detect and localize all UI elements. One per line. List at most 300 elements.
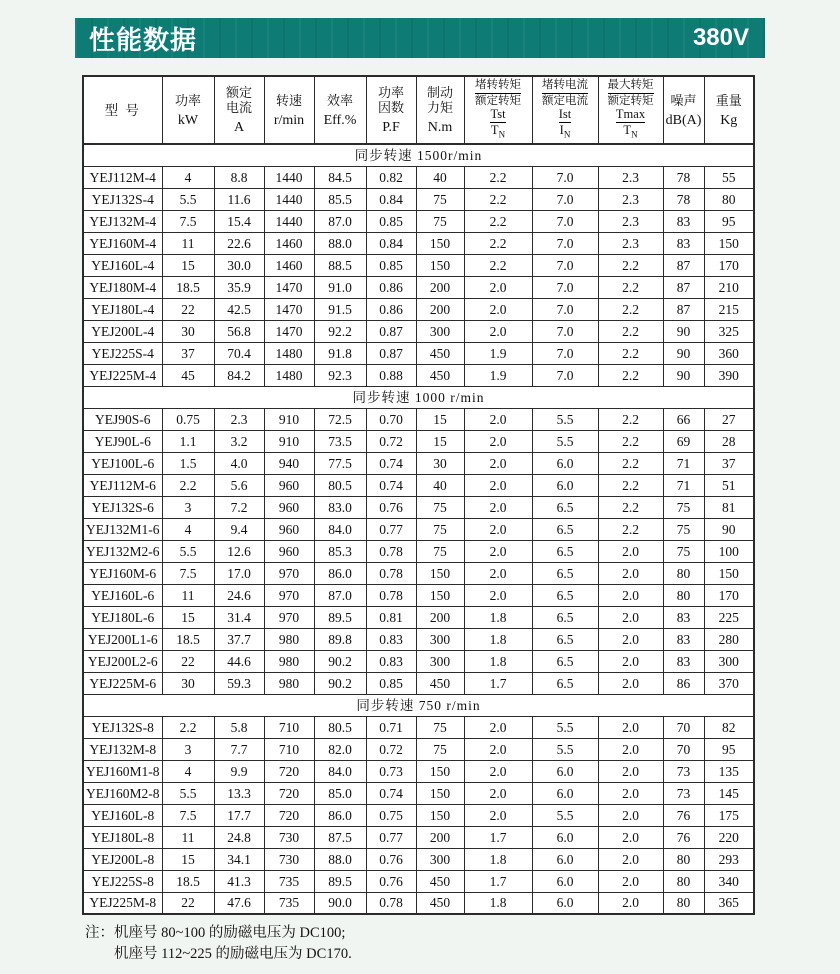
value-cell: 710	[264, 716, 314, 738]
value-cell: 7.0	[532, 276, 598, 298]
section-row	[83, 694, 754, 716]
section-label: 同步转速 750 r/min	[83, 694, 754, 716]
value-cell: 73.5	[314, 430, 366, 452]
value-cell: 78	[663, 166, 704, 188]
table-row	[83, 188, 754, 210]
value-cell: 80.5	[314, 716, 366, 738]
value-cell: 5.5	[532, 408, 598, 430]
value-cell: 75	[416, 210, 464, 232]
value-cell: 75	[416, 738, 464, 760]
table-row	[83, 870, 754, 892]
value-cell: 2.0	[464, 298, 532, 320]
footnotes	[85, 923, 352, 965]
value-cell: 1470	[264, 276, 314, 298]
section-row	[83, 386, 754, 408]
value-cell: 2.3	[598, 210, 663, 232]
table-row	[83, 342, 754, 364]
model-cell: YEJ132M-4	[83, 210, 162, 232]
value-cell: 2.2	[464, 166, 532, 188]
value-cell: 88.0	[314, 232, 366, 254]
value-cell: 7.0	[532, 320, 598, 342]
value-cell: 80	[704, 188, 754, 210]
value-cell: 66	[663, 408, 704, 430]
value-cell: 13.3	[214, 782, 264, 804]
model-cell: YEJ132S-4	[83, 188, 162, 210]
value-cell: 55	[704, 166, 754, 188]
value-cell: 1.9	[464, 364, 532, 386]
section-label: 同步转速 1500r/min	[83, 144, 754, 166]
value-cell: 370	[704, 672, 754, 694]
value-cell: 135	[704, 760, 754, 782]
value-cell: 6.0	[532, 826, 598, 848]
value-cell: 91.0	[314, 276, 366, 298]
value-cell: 70.4	[214, 342, 264, 364]
value-cell: 83.0	[314, 496, 366, 518]
header-row	[83, 76, 754, 144]
column-header-4: 转速 r/min	[264, 76, 314, 144]
value-cell: 24.6	[214, 584, 264, 606]
value-cell: 2.2	[598, 474, 663, 496]
value-cell: 2.3	[598, 232, 663, 254]
value-cell: 0.84	[366, 188, 416, 210]
value-cell: 90	[663, 364, 704, 386]
value-cell: 18.5	[162, 628, 214, 650]
value-cell: 175	[704, 804, 754, 826]
value-cell: 1470	[264, 320, 314, 342]
value-cell: 83	[663, 650, 704, 672]
column-header-8: 堵转转矩 额定转矩 Tst $T_N$	[464, 76, 532, 144]
value-cell: 0.78	[366, 540, 416, 562]
value-cell: 150	[416, 562, 464, 584]
value-cell: 6.0	[532, 474, 598, 496]
value-cell: 170	[704, 254, 754, 276]
value-cell: 2.0	[464, 760, 532, 782]
value-cell: 85.0	[314, 782, 366, 804]
value-cell: 2.0	[464, 320, 532, 342]
value-cell: 71	[663, 474, 704, 496]
value-cell: 0.83	[366, 628, 416, 650]
value-cell: 300	[416, 628, 464, 650]
value-cell: 2.2	[162, 716, 214, 738]
value-cell: 1440	[264, 188, 314, 210]
table-row	[83, 562, 754, 584]
value-cell: 2.0	[464, 584, 532, 606]
value-cell: 2.2	[464, 210, 532, 232]
table-row	[83, 628, 754, 650]
value-cell: 51	[704, 474, 754, 496]
value-cell: 37.7	[214, 628, 264, 650]
value-cell: 2.0	[598, 892, 663, 914]
value-cell: 86.0	[314, 804, 366, 826]
value-cell: 710	[264, 738, 314, 760]
value-cell: 95	[704, 210, 754, 232]
value-cell: 2.0	[598, 870, 663, 892]
value-cell: 2.2	[598, 364, 663, 386]
value-cell: 30	[162, 672, 214, 694]
value-cell: 73	[663, 782, 704, 804]
value-cell: 76	[663, 826, 704, 848]
value-cell: 40	[416, 166, 464, 188]
model-cell: YEJ160L-6	[83, 584, 162, 606]
value-cell: 18.5	[162, 276, 214, 298]
value-cell: 6.5	[532, 606, 598, 628]
value-cell: 730	[264, 826, 314, 848]
value-cell: 70	[663, 716, 704, 738]
column-header-7: 制动 力矩 N.m	[416, 76, 464, 144]
table-row	[83, 452, 754, 474]
table-row	[83, 276, 754, 298]
value-cell: 83	[663, 232, 704, 254]
value-cell: 200	[416, 826, 464, 848]
value-cell: 980	[264, 650, 314, 672]
value-cell: 0.75	[162, 408, 214, 430]
value-cell: 22	[162, 892, 214, 914]
value-cell: 2.2	[464, 254, 532, 276]
column-header-11: 噪声 dB(A)	[663, 76, 704, 144]
value-cell: 90.2	[314, 672, 366, 694]
value-cell: 0.72	[366, 430, 416, 452]
title-banner	[75, 18, 765, 58]
value-cell: 300	[704, 650, 754, 672]
value-cell: 84.2	[214, 364, 264, 386]
value-cell: 150	[416, 254, 464, 276]
value-cell: 6.5	[532, 518, 598, 540]
value-cell: 1.8	[464, 848, 532, 870]
value-cell: 0.84	[366, 232, 416, 254]
value-cell: 2.0	[598, 738, 663, 760]
value-cell: 2.2	[598, 276, 663, 298]
value-cell: 2.2	[464, 232, 532, 254]
value-cell: 15	[162, 848, 214, 870]
value-cell: 15	[162, 254, 214, 276]
value-cell: 720	[264, 804, 314, 826]
value-cell: 980	[264, 628, 314, 650]
value-cell: 1480	[264, 364, 314, 386]
value-cell: 2.0	[598, 760, 663, 782]
value-cell: 5.5	[532, 804, 598, 826]
value-cell: 83	[663, 210, 704, 232]
table-row	[83, 738, 754, 760]
table-row	[83, 782, 754, 804]
value-cell: 5.5	[532, 716, 598, 738]
value-cell: 11	[162, 584, 214, 606]
value-cell: 0.87	[366, 342, 416, 364]
value-cell: 2.0	[464, 782, 532, 804]
value-cell: 4.0	[214, 452, 264, 474]
value-cell: 7.7	[214, 738, 264, 760]
value-cell: 90	[663, 320, 704, 342]
value-cell: 970	[264, 562, 314, 584]
value-cell: 12.6	[214, 540, 264, 562]
value-cell: 0.86	[366, 276, 416, 298]
model-cell: YEJ160L-4	[83, 254, 162, 276]
value-cell: 2.2	[598, 496, 663, 518]
value-cell: 37	[162, 342, 214, 364]
value-cell: 69	[663, 430, 704, 452]
value-cell: 215	[704, 298, 754, 320]
value-cell: 2.0	[464, 408, 532, 430]
value-cell: 0.85	[366, 672, 416, 694]
model-cell: YEJ180L-4	[83, 298, 162, 320]
value-cell: 2.0	[464, 474, 532, 496]
column-header-12: 重量 Kg	[704, 76, 754, 144]
model-cell: YEJ132M-8	[83, 738, 162, 760]
value-cell: 960	[264, 474, 314, 496]
table-row	[83, 166, 754, 188]
table-row	[83, 848, 754, 870]
value-cell: 2.0	[598, 716, 663, 738]
value-cell: 80	[663, 892, 704, 914]
model-cell: YEJ160M1-8	[83, 760, 162, 782]
value-cell: 59.3	[214, 672, 264, 694]
value-cell: 1470	[264, 298, 314, 320]
value-cell: 2.0	[598, 848, 663, 870]
value-cell: 0.83	[366, 650, 416, 672]
value-cell: 78	[663, 188, 704, 210]
value-cell: 3	[162, 496, 214, 518]
value-cell: 2.0	[464, 496, 532, 518]
value-cell: 9.4	[214, 518, 264, 540]
value-cell: 2.2	[598, 320, 663, 342]
value-cell: 0.74	[366, 452, 416, 474]
value-cell: 87	[663, 254, 704, 276]
value-cell: 960	[264, 518, 314, 540]
value-cell: 4	[162, 518, 214, 540]
model-cell: YEJ180L-8	[83, 826, 162, 848]
value-cell: 0.78	[366, 584, 416, 606]
value-cell: 2.0	[464, 716, 532, 738]
model-cell: YEJ200L-8	[83, 848, 162, 870]
value-cell: 7.2	[214, 496, 264, 518]
value-cell: 210	[704, 276, 754, 298]
value-cell: 90.2	[314, 650, 366, 672]
value-cell: 980	[264, 672, 314, 694]
value-cell: 5.5	[162, 782, 214, 804]
column-header-3: 额定 电流 A	[214, 76, 264, 144]
value-cell: 7.0	[532, 298, 598, 320]
value-cell: 225	[704, 606, 754, 628]
value-cell: 0.74	[366, 782, 416, 804]
column-header-9: 堵转电流 额定电流 Ist $I_N$	[532, 76, 598, 144]
value-cell: 30	[416, 452, 464, 474]
value-cell: 6.0	[532, 892, 598, 914]
value-cell: 6.5	[532, 628, 598, 650]
value-cell: 17.0	[214, 562, 264, 584]
value-cell: 15.4	[214, 210, 264, 232]
value-cell: 6.5	[532, 584, 598, 606]
value-cell: 84.5	[314, 166, 366, 188]
value-cell: 0.72	[366, 738, 416, 760]
value-cell: 0.78	[366, 892, 416, 914]
value-cell: 90	[663, 342, 704, 364]
table-row	[83, 672, 754, 694]
value-cell: 0.76	[366, 496, 416, 518]
model-cell: YEJ90S-6	[83, 408, 162, 430]
value-cell: 30.0	[214, 254, 264, 276]
value-cell: 2.2	[598, 342, 663, 364]
value-cell: 2.0	[598, 584, 663, 606]
value-cell: 27	[704, 408, 754, 430]
value-cell: 89.5	[314, 606, 366, 628]
model-cell: YEJ132M2-6	[83, 540, 162, 562]
value-cell: 22	[162, 650, 214, 672]
section-row	[83, 144, 754, 166]
value-cell: 75	[416, 540, 464, 562]
value-cell: 150	[704, 562, 754, 584]
value-cell: 325	[704, 320, 754, 342]
section-label: 同步转速 1000 r/min	[83, 386, 754, 408]
value-cell: 1460	[264, 232, 314, 254]
model-cell: YEJ132S-6	[83, 496, 162, 518]
footnote-line-2: 机座号 112~225 的励磁电压为 DC170.	[114, 946, 352, 962]
value-cell: 75	[416, 496, 464, 518]
table-row	[83, 804, 754, 826]
value-cell: 2.0	[598, 650, 663, 672]
value-cell: 970	[264, 606, 314, 628]
value-cell: 83	[663, 628, 704, 650]
value-cell: 2.0	[464, 738, 532, 760]
value-cell: 80	[663, 562, 704, 584]
table-row	[83, 232, 754, 254]
model-cell: YEJ160M2-8	[83, 782, 162, 804]
value-cell: 75	[416, 518, 464, 540]
value-cell: 37	[704, 452, 754, 474]
table-row	[83, 650, 754, 672]
value-cell: 2.3	[598, 166, 663, 188]
value-cell: 44.6	[214, 650, 264, 672]
value-cell: 910	[264, 408, 314, 430]
value-cell: 7.5	[162, 804, 214, 826]
value-cell: 6.5	[532, 562, 598, 584]
value-cell: 450	[416, 342, 464, 364]
value-cell: 1.5	[162, 452, 214, 474]
model-cell: YEJ225M-4	[83, 364, 162, 386]
value-cell: 87	[663, 276, 704, 298]
value-cell: 76	[663, 804, 704, 826]
value-cell: 5.5	[532, 738, 598, 760]
value-cell: 300	[416, 650, 464, 672]
value-cell: 24.8	[214, 826, 264, 848]
value-cell: 1.9	[464, 342, 532, 364]
value-cell: 18.5	[162, 870, 214, 892]
value-cell: 170	[704, 584, 754, 606]
model-cell: YEJ100L-6	[83, 452, 162, 474]
value-cell: 2.0	[464, 518, 532, 540]
value-cell: 0.75	[366, 804, 416, 826]
value-cell: 85.5	[314, 188, 366, 210]
value-cell: 5.8	[214, 716, 264, 738]
performance-table	[82, 75, 755, 915]
value-cell: 30	[162, 320, 214, 342]
value-cell: 6.5	[532, 650, 598, 672]
value-cell: 450	[416, 672, 464, 694]
value-cell: 22	[162, 298, 214, 320]
table-row	[83, 408, 754, 430]
value-cell: 2.0	[598, 606, 663, 628]
value-cell: 300	[416, 848, 464, 870]
value-cell: 2.2	[598, 430, 663, 452]
value-cell: 960	[264, 540, 314, 562]
value-cell: 450	[416, 892, 464, 914]
value-cell: 75	[416, 188, 464, 210]
value-cell: 1480	[264, 342, 314, 364]
value-cell: 1.8	[464, 892, 532, 914]
value-cell: 80	[663, 870, 704, 892]
value-cell: 88.0	[314, 848, 366, 870]
value-cell: 1.8	[464, 650, 532, 672]
model-cell: YEJ112M-4	[83, 166, 162, 188]
value-cell: 41.3	[214, 870, 264, 892]
value-cell: 720	[264, 782, 314, 804]
value-cell: 960	[264, 496, 314, 518]
value-cell: 6.0	[532, 782, 598, 804]
value-cell: 0.74	[366, 474, 416, 496]
value-cell: 1460	[264, 254, 314, 276]
value-cell: 82	[704, 716, 754, 738]
value-cell: 75	[663, 540, 704, 562]
value-cell: 2.0	[464, 452, 532, 474]
value-cell: 90	[704, 518, 754, 540]
value-cell: 0.87	[366, 320, 416, 342]
value-cell: 145	[704, 782, 754, 804]
model-cell: YEJ112M-6	[83, 474, 162, 496]
value-cell: 280	[704, 628, 754, 650]
value-cell: 7.5	[162, 562, 214, 584]
table-row	[83, 584, 754, 606]
value-cell: 87.0	[314, 584, 366, 606]
value-cell: 87	[663, 298, 704, 320]
value-cell: 89.5	[314, 870, 366, 892]
value-cell: 1.7	[464, 672, 532, 694]
value-cell: 0.77	[366, 518, 416, 540]
value-cell: 6.0	[532, 760, 598, 782]
value-cell: 365	[704, 892, 754, 914]
value-cell: 2.0	[598, 804, 663, 826]
model-cell: YEJ132M1-6	[83, 518, 162, 540]
value-cell: 360	[704, 342, 754, 364]
page-title: 性能数据	[89, 24, 198, 55]
value-cell: 970	[264, 584, 314, 606]
value-cell: 7.0	[532, 342, 598, 364]
value-cell: 40	[416, 474, 464, 496]
value-cell: 150	[416, 232, 464, 254]
value-cell: 4	[162, 760, 214, 782]
table-row	[83, 474, 754, 496]
value-cell: 300	[416, 320, 464, 342]
model-cell: YEJ225S-4	[83, 342, 162, 364]
value-cell: 72.5	[314, 408, 366, 430]
value-cell: 81	[704, 496, 754, 518]
value-cell: 80.5	[314, 474, 366, 496]
value-cell: 15	[416, 430, 464, 452]
value-cell: 75	[663, 496, 704, 518]
value-cell: 735	[264, 870, 314, 892]
value-cell: 6.0	[532, 848, 598, 870]
value-cell: 1.8	[464, 628, 532, 650]
value-cell: 2.0	[598, 562, 663, 584]
value-cell: 77.5	[314, 452, 366, 474]
value-cell: 70	[663, 738, 704, 760]
column-header-5: 效率 Eff.%	[314, 76, 366, 144]
value-cell: 7.0	[532, 166, 598, 188]
column-header-10: 最大转矩 额定转矩 Tmax $T_N$	[598, 76, 663, 144]
value-cell: 91.8	[314, 342, 366, 364]
value-cell: 28	[704, 430, 754, 452]
value-cell: 2.0	[464, 276, 532, 298]
column-header-1: 型 号	[83, 76, 162, 144]
value-cell: 75	[663, 518, 704, 540]
value-cell: 85.3	[314, 540, 366, 562]
